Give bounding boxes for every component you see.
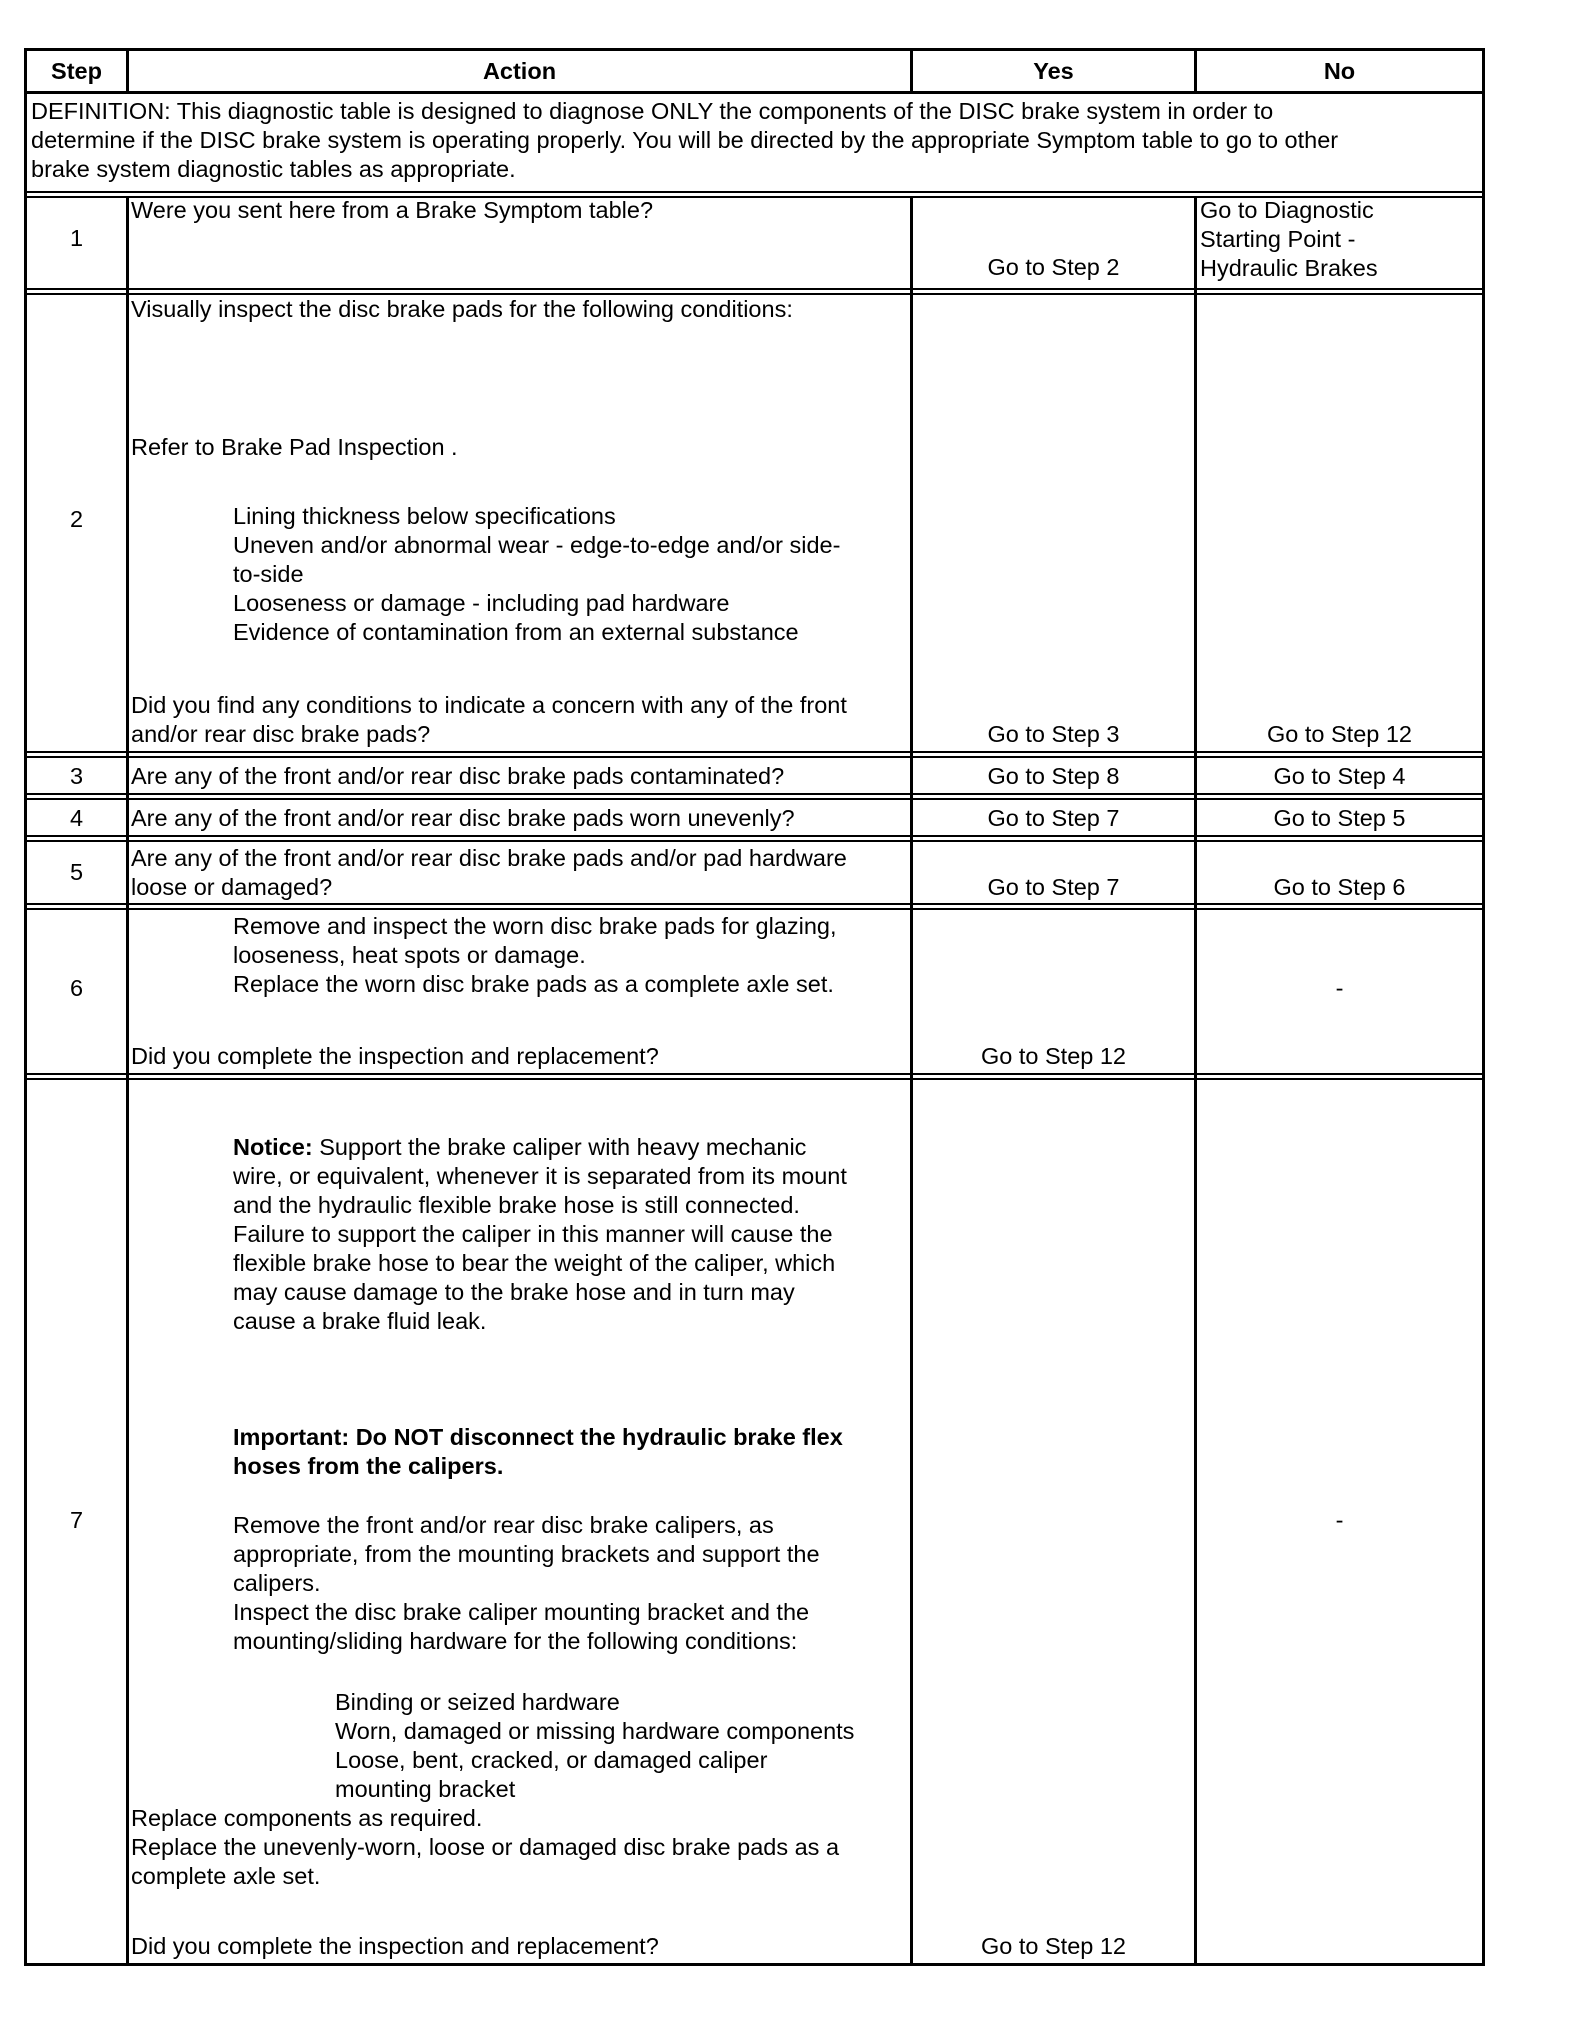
definition-line: brake system diagnostic tables as appropriate. — [31, 156, 516, 182]
no-result: Go to Step 4 — [1273, 763, 1406, 789]
no-result: Go to Diagnostic Starting Point - Hydraulic Brakes — [1200, 197, 1378, 281]
action-text: Are any of the front and/or rear disc brake pads worn unevenly? — [131, 805, 795, 831]
header-no: No — [1323, 58, 1356, 84]
step-number: 4 — [69, 805, 84, 831]
definition-line: determine if the DISC brake system is operating properly. You will be directed by the appropriate Symptom table to go to other — [31, 127, 1339, 153]
yes-result: Go to Step 2 — [987, 254, 1120, 280]
row-divider — [27, 288, 1482, 295]
action-text — [131, 295, 907, 324]
list-item: mounting bracket — [335, 1776, 516, 1802]
notice-label: Notice: — [233, 1134, 313, 1160]
yes-result: Go to Step 12 — [980, 1933, 1127, 1959]
list-item: Lining thickness below specifications — [233, 503, 616, 529]
no-result: Go to Step 12 — [1266, 721, 1413, 747]
diagnostic-table — [24, 48, 1485, 1966]
list-item: Evidence of contamination from an external substance — [233, 619, 799, 645]
action-text: Were you sent here from a Brake Symptom table? — [131, 197, 654, 223]
yes-result: Go to Step 3 — [987, 721, 1120, 747]
question-text: Did you complete the inspection and replacement? — [131, 1043, 659, 1069]
row-divider — [27, 793, 1482, 800]
list-item: Binding or seized hardware — [335, 1689, 620, 1715]
column-divider — [910, 196, 913, 1966]
row-divider — [27, 835, 1482, 842]
row-divider — [27, 751, 1482, 758]
step-number: 3 — [69, 763, 84, 789]
no-result: - — [1335, 975, 1344, 1001]
action-text: Are any of the front and/or rear disc brake pads and/or pad hardware loose or damaged? — [131, 845, 847, 900]
header-step: Step — [51, 58, 102, 84]
column-divider — [126, 196, 129, 1966]
yes-result: Go to Step 8 — [987, 763, 1120, 789]
action-steps: Remove and inspect the worn disc brake pads for glazing, looseness, heat spots or damage. Replace the worn disc brake pads as a complete axle set. — [233, 913, 837, 997]
step-number: 6 — [69, 975, 84, 1001]
important-note: Important: Do NOT disconnect the hydraulic brake flex hoses from the calipers. — [233, 1424, 843, 1479]
list-item: Uneven and/or abnormal wear - edge-to-edge and/or side- — [233, 532, 841, 558]
no-result: Go to Step 6 — [1273, 874, 1406, 900]
row-divider — [27, 91, 1482, 94]
action-intro: Visually inspect the disc brake pads for the following conditions: — [131, 296, 793, 322]
conditions-list — [233, 502, 909, 647]
procedure-text: Remove the front and/or rear disc brake calipers, as appropriate, from the mounting brackets and support the calipers. Inspect the disc brake caliper mounting bracket and the mounting/sliding hardware for the following conditions: — [233, 1512, 820, 1654]
yes-result: Go to Step 12 — [980, 1043, 1127, 1069]
header-yes: Yes — [1033, 58, 1074, 84]
notice-block: Notice: Support the brake caliper with heavy mechanic wire, or equivalent, whenever it is separated from its mount and the hydraulic flexible brake hose is still connected. Failure to support the caliper in this manner will cause the flexible brake hose to bear the weight of the caliper, which may cause damage to the brake hose and in turn may cause a brake fluid leak. — [233, 1134, 847, 1334]
definition-text — [31, 97, 1479, 184]
yes-result: Go to Step 7 — [987, 874, 1120, 900]
reference-link: Refer to Brake Pad Inspection . — [131, 434, 458, 460]
list-item: Worn, damaged or missing hardware components — [335, 1718, 855, 1744]
no-result: Go to Step 5 — [1273, 805, 1406, 831]
step-number: 7 — [69, 1507, 84, 1533]
yes-result: Go to Step 7 — [987, 805, 1120, 831]
step-number: 5 — [69, 859, 84, 885]
no-result: - — [1335, 1507, 1344, 1533]
row-divider — [27, 1073, 1482, 1080]
row-divider — [27, 903, 1482, 910]
column-divider — [1194, 196, 1197, 1966]
definition-line: DEFINITION: This diagnostic table is designed to diagnose ONLY the components of the DISC brake system in order to — [31, 98, 1274, 124]
step-number: 1 — [69, 225, 84, 251]
conditions-list — [335, 1688, 909, 1804]
action-text: Are any of the front and/or rear disc brake pads contaminated? — [131, 763, 785, 789]
list-item: Looseness or damage - including pad hardware — [233, 590, 730, 616]
step-number: 2 — [69, 506, 84, 532]
list-item: Loose, bent, cracked, or damaged caliper — [335, 1747, 768, 1773]
question-text: Did you complete the inspection and replacement? — [131, 1933, 659, 1959]
header-action: Action — [482, 58, 557, 84]
replacement-text: Replace components as required. Replace the unevenly-worn, loose or damaged disc brake pads as a complete axle set. — [131, 1805, 840, 1889]
question-text: Did you find any conditions to indicate a concern with any of the front and/or rear disc brake pads? — [131, 692, 847, 747]
list-item: to-side — [233, 561, 304, 587]
